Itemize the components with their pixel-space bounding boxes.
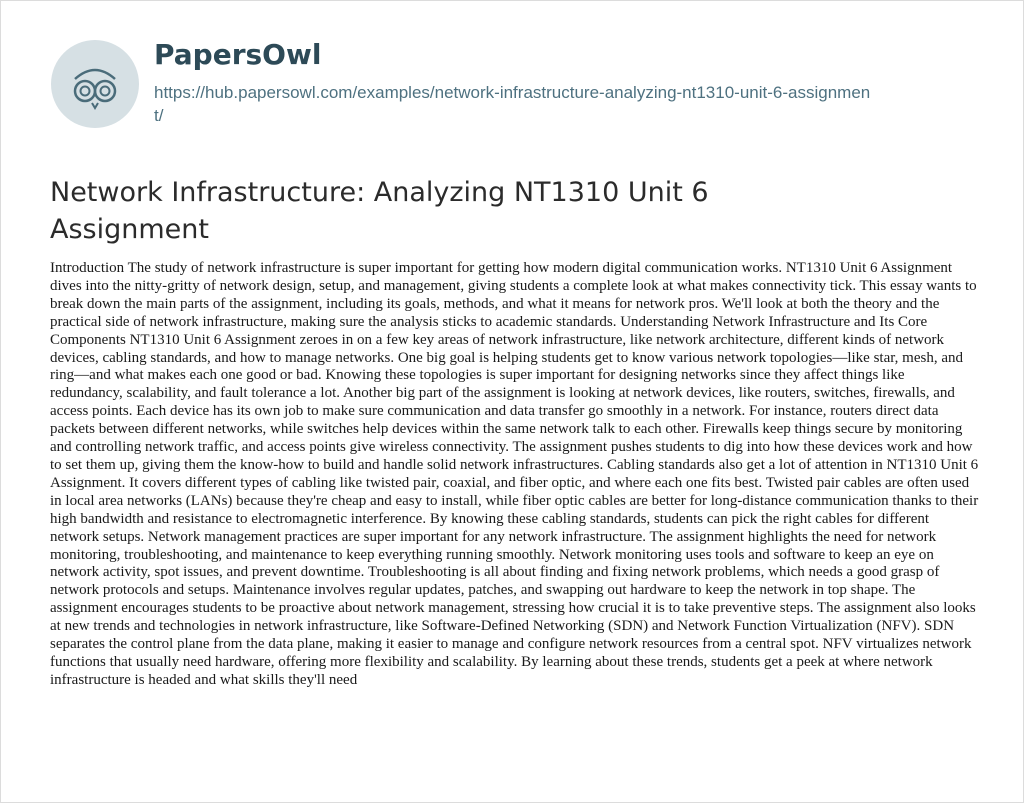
owl-logo-icon [50, 39, 140, 129]
brand-name: PapersOwl [154, 38, 322, 71]
source-url-link[interactable]: https://hub.papersowl.com/examples/network-infrastructure-analyzing-nt1310-unit-6-assignment/ [154, 83, 871, 125]
document-body: Introduction The study of network infrastructure is super important for getting how modern digital communication works. NT1310 Unit 6 Assignment dives into the nitty-gritty of network design, setup, and management, giving students a complete look at what makes connectivity tick. This essay wants to break down the main parts of the assignment, including its goals, methods, and what it means for network pros. We'll look at both the theory and the practical side of network infrastructure, making sure the analysis sticks to academic standards. Understanding Network Infrastructure and Its Core Components NT1310 Unit 6 Assignment zeroes in on a few key areas of network infrastructure, like network architecture, different kinds of network devices, cabling standards, and how to manage networks. One big goal is helping students get to know various network topologies—like star, mesh, and ring—and what makes each one good or bad. Knowing these topologies is super important for designing networks since they affect things like redundancy, scalability, and fault tolerance a lot. Another big part of the assignment is looking at network devices, like routers, switches, firewalls, and access points. Each device has its own job to make sure communication and data transfer go smoothly in a network. For instance, routers direct data packets between different networks, while switches help devices within the same network talk to each other. Firewalls keep things secure by monitoring and controlling network traffic, and access points give wireless connectivity. The assignment pushes students to dig into how these devices work and how to set them up, giving them the know-how to build and handle solid network infrastructures. Cabling standards also get a lot of attention in NT1310 Unit 6 Assignment. It covers different types of cabling like twisted pair, coaxial, and fiber optic, and where each one fits best. Twisted pair cables are often used in local area networks (LANs) because they're cheap and easy to install, while fiber optic cables are better for long-distance communication thanks to their high bandwidth and resistance to electromagnetic interference. By knowing these cabling standards, students can pick the right cables for different network setups. Network management practices are super important for any network infrastructure. The assignment highlights the need for network monitoring, troubleshooting, and maintenance to keep everything running smoothly. Network monitoring uses tools and software to keep an eye on network activity, spot issues, and prevent downtime. Troubleshooting is all about finding and fixing network problems, which needs a good grasp of network protocols and setups. Maintenance involves regular updates, patches, and swapping out hardware to keep the network in top shape. The assignment encourages students to be proactive about network management, stressing how crucial it is to take preventive steps. The assignment also looks at new trends and technologies in network infrastructure, like Software-Defined Networking (SDN) and Network Function Virtualization (NFV). SDN separates the control plane from the data plane, making it easier to manage and configure network resources from a central spot. NFV virtualizes network functions that usually need hardware, offering more flexibility and scalability. By learning about these trends, students get a peek at where network infrastructure is headed and what skills they'll need [50, 260, 979, 688]
document-title: Network Infrastructure: Analyzing NT1310 Unit 6 Assignment [50, 177, 709, 245]
brand-block [154, 39, 874, 127]
header [50, 39, 874, 129]
